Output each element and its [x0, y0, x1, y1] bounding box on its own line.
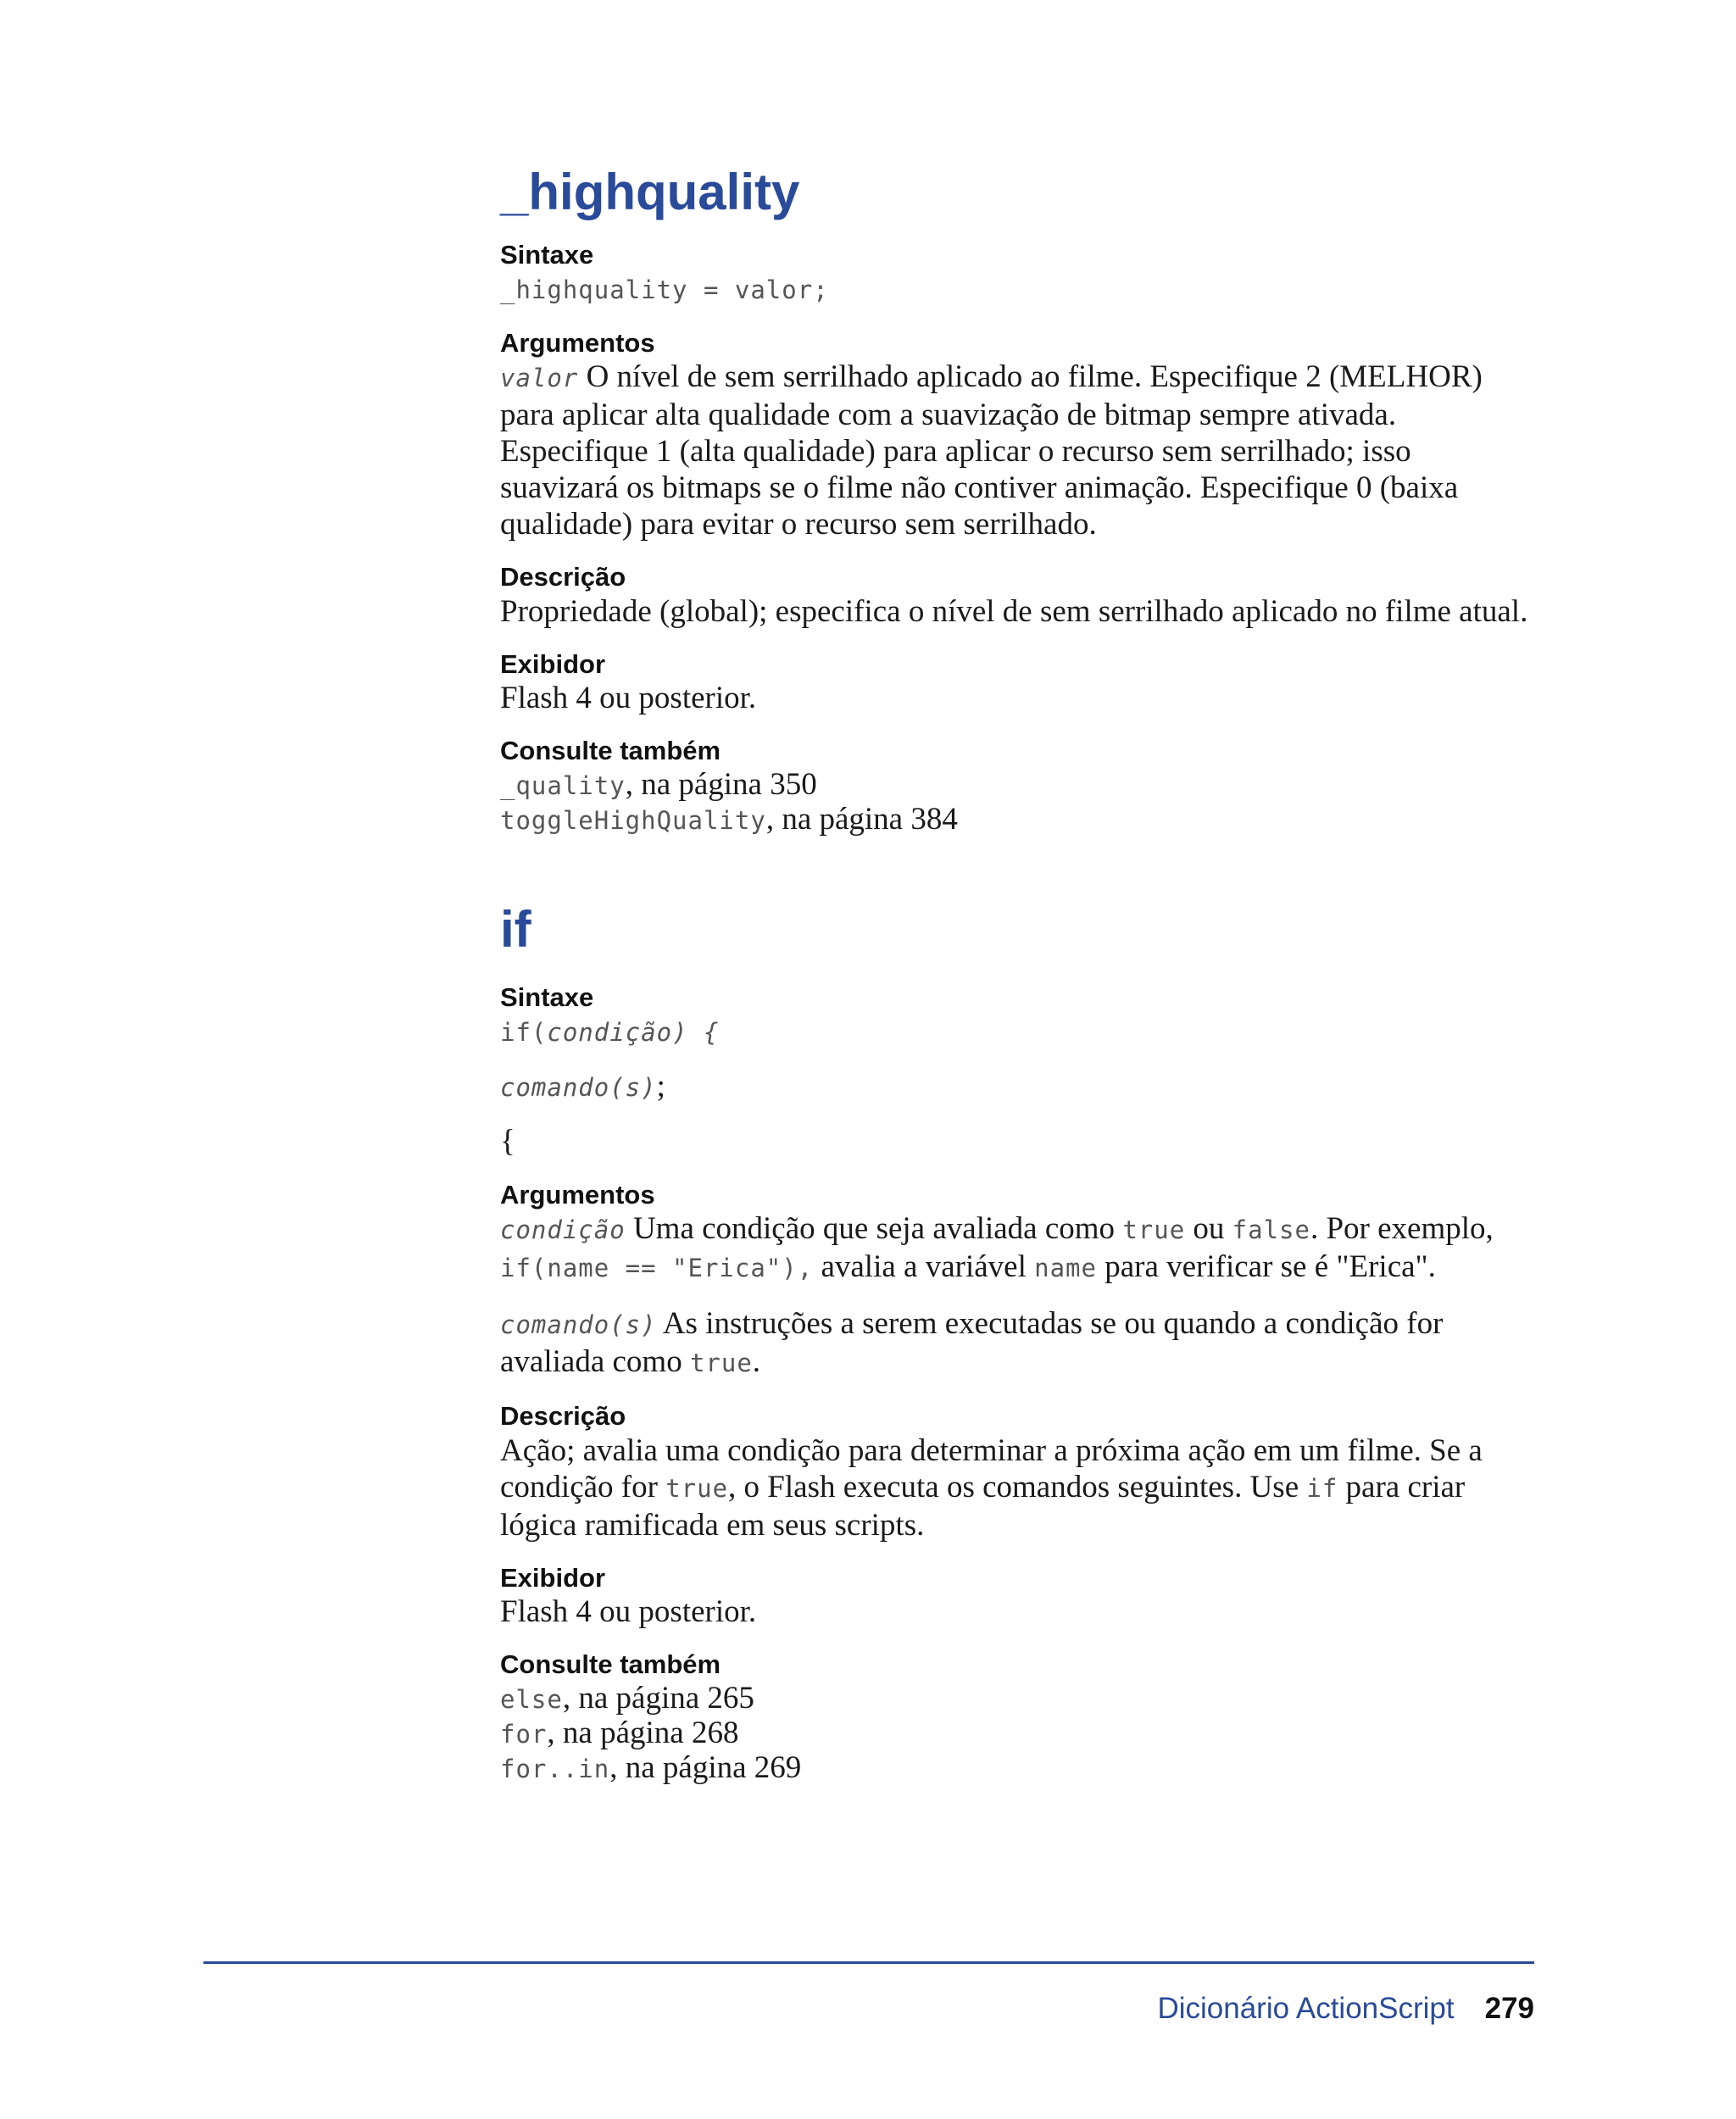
arguments-label: Argumentos — [500, 1180, 655, 1210]
description-text — [500, 1432, 1534, 1543]
description-part: Ação; avalia uma condição para determinar a próxima ação em um filme. Se a condição for — [500, 1432, 1483, 1504]
see-also-page: , na página 269 — [609, 1749, 802, 1785]
syntax-line-2 — [500, 1068, 1534, 1106]
see-also-code[interactable]: for — [500, 1719, 548, 1749]
arguments-label: Argumentos — [500, 328, 655, 359]
inline-code: true — [665, 1473, 729, 1503]
see-also-code[interactable]: toggleHighQuality — [500, 805, 766, 835]
see-also-code[interactable]: else — [500, 1684, 563, 1714]
inline-code: true — [1122, 1215, 1186, 1245]
entry-title-highquality: _highquality — [500, 164, 800, 220]
see-also-item — [500, 766, 1534, 804]
inline-code: true — [689, 1349, 753, 1378]
see-also-label: Consulte também — [500, 1649, 721, 1679]
description-label: Descrição — [500, 562, 626, 592]
description-part: para criar lógica ramificada em seus scripts. — [500, 1469, 1466, 1543]
footer-rule — [203, 1961, 1534, 1964]
footer-title: Dicionário ActionScript — [1157, 1992, 1455, 2025]
see-also-item — [500, 801, 1534, 839]
argument-text: Uma condição que seja avaliada como — [632, 1211, 1116, 1247]
inline-code: if(name == "Erica"), — [500, 1254, 814, 1283]
see-also-label: Consulte também — [500, 735, 721, 765]
player-label: Exibidor — [500, 648, 606, 679]
description-text: Propriedade (global); especifica o nível de sem serrilhado aplicado no filme atual. — [500, 593, 1528, 629]
syntax-variable: condição) { — [547, 1018, 720, 1048]
page-content — [500, 153, 1534, 1788]
syntax-code: _highquality = valor; — [500, 275, 829, 305]
argument-text: . — [752, 1344, 761, 1380]
argument-condicao — [500, 1210, 1534, 1287]
syntax-code-line — [500, 270, 1534, 309]
see-also-code[interactable]: _quality — [500, 770, 626, 800]
argument-text: para verificar se é "Erica". — [1104, 1249, 1436, 1285]
inline-code: if — [1306, 1473, 1338, 1503]
see-also-item — [500, 1749, 1534, 1788]
see-also-page: , na página 265 — [562, 1680, 754, 1716]
syntax-keyword: if( — [500, 1018, 548, 1048]
argument-valor — [500, 359, 1534, 542]
description-part: , o Flash executa os comandos seguintes. Use — [728, 1469, 1299, 1504]
argument-name: valor — [500, 364, 579, 393]
see-also-item — [500, 1715, 1534, 1753]
see-also-code[interactable]: for..in — [500, 1754, 610, 1783]
see-also-item — [500, 1680, 1534, 1718]
page-footer — [1157, 1992, 1534, 2026]
see-also-page: , na página 384 — [765, 801, 958, 837]
page-number: 279 — [1484, 1992, 1534, 2025]
inline-code: name — [1034, 1254, 1097, 1283]
player-text: Flash 4 ou posterior. — [500, 1593, 757, 1629]
syntax-line-1 — [500, 1013, 1534, 1051]
argument-comandos — [500, 1305, 1534, 1382]
syntax-line-3: { — [500, 1124, 515, 1160]
see-also-page: , na página 350 — [625, 766, 817, 802]
syntax-label: Sintaxe — [500, 240, 594, 270]
inline-code: false — [1232, 1215, 1310, 1245]
syntax-variable: comando(s) — [500, 1073, 657, 1103]
argument-text: O nível de sem serrilhado aplicado ao filme. Especifique 2 (MELHOR) para aplicar alta qualidade com a suavização de bitmap sempre ativada. Especifique 1 (alta qualidade) para aplicar o recurso sem serrilhado; isso suavizará os bitmaps se o filme não contiver animação. Especifique 0 (baixa qualidade) para evitar o recurso sem serrilhado. — [500, 359, 1483, 542]
argument-text: ou — [1193, 1211, 1225, 1247]
argument-text: avalia a variável — [821, 1249, 1027, 1285]
player-label: Exibidor — [500, 1562, 606, 1593]
player-text: Flash 4 ou posterior. — [500, 680, 757, 715]
syntax-punct: ; — [656, 1069, 665, 1104]
see-also-page: , na página 268 — [547, 1715, 739, 1750]
description-label: Descrição — [500, 1401, 626, 1432]
argument-text: As instruções a serem executadas se ou quando a condição for avaliada como — [500, 1306, 1444, 1380]
argument-name: condição — [500, 1215, 626, 1245]
entry-title-if: if — [500, 900, 531, 958]
argument-text: . Por exemplo, — [1310, 1211, 1494, 1247]
argument-name: comando(s) — [500, 1310, 657, 1340]
syntax-label: Sintaxe — [500, 982, 594, 1012]
